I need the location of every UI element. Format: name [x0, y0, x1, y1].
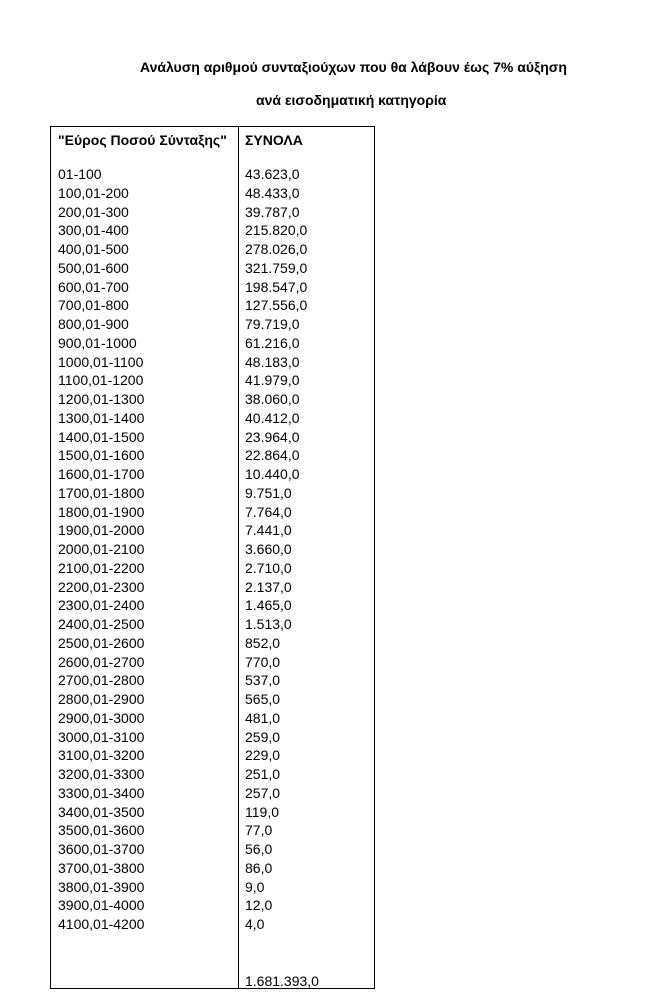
range-cell: 3600,01-3700 — [58, 841, 145, 857]
table-row — [51, 859, 374, 878]
range-cell: 600,01-700 — [58, 278, 129, 295]
table-row — [51, 559, 374, 578]
total-cell: 9.751,0 — [245, 484, 292, 501]
total-cell: 215.820,0 — [245, 222, 308, 239]
range-cell: 1400,01-1500 — [58, 428, 145, 445]
total-cell: 41.979,0 — [245, 372, 300, 389]
table-row — [51, 278, 374, 297]
total-cell: 9,0 — [245, 878, 265, 895]
table-row — [51, 503, 374, 522]
total-cell: 39.787,0 — [245, 203, 300, 220]
total-cell: 22.864,0 — [245, 447, 300, 464]
table-row — [51, 296, 374, 315]
table-row — [51, 915, 374, 934]
range-cell: 2800,01-2900 — [58, 691, 145, 707]
range-cell: 1600,01-1700 — [58, 466, 145, 482]
table-row — [51, 334, 374, 353]
total-cell: 321.759,0 — [245, 259, 308, 276]
total-cell: 119,0 — [245, 803, 279, 820]
total-cell: 79.719,0 — [245, 316, 300, 332]
range-cell: 200,01-300 — [58, 203, 129, 220]
table-row — [51, 165, 374, 184]
table-row — [51, 390, 374, 409]
total-cell: 40.412,0 — [245, 409, 300, 426]
total-cell: 23.964,0 — [245, 428, 300, 445]
pension-table — [50, 126, 375, 989]
range-cell: 2500,01-2600 — [58, 634, 145, 651]
range-cell: 300,01-400 — [58, 222, 129, 239]
total-cell: 278.026,0 — [245, 241, 308, 257]
table-row — [51, 634, 374, 653]
table-row — [51, 521, 374, 540]
total-cell: 259,0 — [245, 728, 281, 745]
total-cell: 48.433,0 — [245, 184, 300, 201]
range-cell: 1000,01-1100 — [58, 353, 144, 370]
total-cell: 2.137,0 — [245, 578, 292, 595]
range-cell: 01-100 — [58, 166, 102, 182]
range-cell: 1300,01-1400 — [58, 409, 145, 426]
table-row — [51, 728, 374, 747]
table-row — [51, 709, 374, 728]
table-row — [51, 821, 374, 840]
grand-total: 1.681.393,0 — [245, 973, 319, 989]
table-row — [51, 353, 374, 372]
table-row — [51, 540, 374, 559]
table-row — [51, 446, 374, 465]
range-cell: 3100,01-3200 — [58, 747, 145, 764]
range-cell: 1700,01-1800 — [58, 484, 145, 501]
table-row — [51, 596, 374, 615]
total-cell: 198.547,0 — [245, 278, 308, 295]
range-cell: 2100,01-2200 — [58, 559, 145, 576]
range-cell: 800,01-900 — [58, 316, 129, 332]
range-cell: 3900,01-4000 — [58, 897, 145, 914]
total-cell: 7.764,0 — [245, 503, 292, 520]
total-cell: 770,0 — [245, 653, 281, 670]
table-row — [51, 615, 374, 634]
table-body — [51, 165, 374, 934]
total-cell: 48.183,0 — [245, 353, 300, 370]
range-cell: 700,01-800 — [58, 297, 129, 314]
total-cell: 86,0 — [245, 859, 273, 876]
page-title-line-2: ανά εισοδηματική κατηγορία — [256, 92, 447, 108]
range-cell: 100,01-200 — [58, 184, 129, 201]
table-row — [51, 428, 374, 447]
table-row — [51, 878, 374, 897]
range-cell: 900,01-1000 — [58, 334, 137, 351]
table-row — [51, 371, 374, 390]
total-cell: 127.556,0 — [245, 297, 308, 314]
range-cell: 1100,01-1200 — [58, 372, 144, 389]
range-cell: 1200,01-1300 — [58, 391, 145, 407]
table-row — [51, 259, 374, 278]
range-cell: 2700,01-2800 — [58, 672, 145, 689]
table-row — [51, 671, 374, 690]
total-cell: 537,0 — [245, 672, 281, 689]
range-cell: 2300,01-2400 — [58, 597, 145, 614]
total-cell: 1.465,0 — [245, 597, 292, 614]
table-row — [51, 784, 374, 803]
table-row — [51, 653, 374, 672]
table-row — [51, 578, 374, 597]
range-cell: 400,01-500 — [58, 241, 129, 257]
table-row — [51, 803, 374, 822]
table-row — [51, 203, 374, 222]
total-cell: 10.440,0 — [245, 466, 300, 482]
total-cell: 4,0 — [245, 916, 265, 932]
total-cell: 12,0 — [245, 897, 273, 914]
table-row — [51, 765, 374, 784]
range-cell: 1500,01-1600 — [58, 447, 145, 464]
range-cell: 3500,01-3600 — [58, 822, 145, 839]
range-cell: 2000,01-2100 — [58, 541, 145, 557]
range-cell: 2400,01-2500 — [58, 616, 145, 632]
range-cell: 2200,01-2300 — [58, 578, 145, 595]
table-row — [51, 465, 374, 484]
total-cell: 38.060,0 — [245, 391, 300, 407]
table-row — [51, 746, 374, 765]
total-cell: 251,0 — [245, 766, 281, 782]
total-cell: 852,0 — [245, 634, 281, 651]
range-cell: 4100,01-4200 — [58, 916, 145, 932]
total-cell: 43.623,0 — [245, 166, 300, 182]
range-cell: 1900,01-2000 — [58, 522, 145, 539]
table-row — [51, 896, 374, 915]
total-cell: 3.660,0 — [245, 541, 292, 557]
table-row — [51, 484, 374, 503]
total-cell: 2.710,0 — [245, 559, 292, 576]
total-cell: 1.513,0 — [245, 616, 292, 632]
total-cell: 257,0 — [245, 784, 281, 801]
range-cell: 3800,01-3900 — [58, 878, 145, 895]
total-cell: 481,0 — [245, 709, 281, 726]
table-row — [51, 315, 374, 334]
range-cell: 2600,01-2700 — [58, 653, 145, 670]
table-row — [51, 240, 374, 259]
table-row — [51, 409, 374, 428]
total-cell: 7.441,0 — [245, 522, 292, 539]
range-cell: 500,01-600 — [58, 259, 129, 276]
range-cell: 3400,01-3500 — [58, 803, 145, 820]
table-row — [51, 840, 374, 859]
range-cell: 2900,01-3000 — [58, 709, 145, 726]
total-cell: 61.216,0 — [245, 334, 300, 351]
total-cell: 77,0 — [245, 822, 273, 839]
range-cell: 3300,01-3400 — [58, 784, 145, 801]
total-cell: 56,0 — [245, 841, 273, 857]
page-title-line-1: Ανάλυση αριθμού συνταξιούχων που θα λάβουν έως 7% αύξηση — [140, 59, 567, 75]
header-totals: ΣΥΝΟΛΑ — [245, 132, 303, 148]
header-pension-range: "Εύρος Ποσού Σύνταξης" — [58, 132, 227, 148]
range-cell: 3000,01-3100 — [58, 728, 145, 745]
total-cell: 565,0 — [245, 691, 281, 707]
table-row — [51, 221, 374, 240]
range-cell: 1800,01-1900 — [58, 503, 145, 520]
range-cell: 3200,01-3300 — [58, 766, 145, 782]
total-cell: 229,0 — [245, 747, 281, 764]
table-row — [51, 184, 374, 203]
range-cell: 3700,01-3800 — [58, 859, 145, 876]
table-row — [51, 690, 374, 709]
